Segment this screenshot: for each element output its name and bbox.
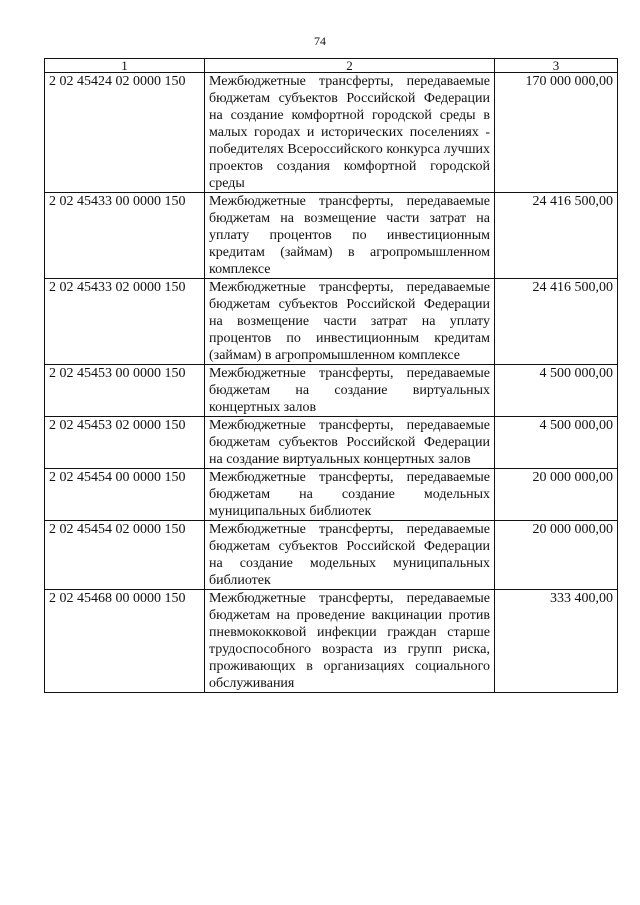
row-amount: 24 416 500,00 bbox=[495, 193, 618, 279]
row-amount: 20 000 000,00 bbox=[495, 521, 618, 590]
column-header-amount: 3 bbox=[495, 59, 618, 73]
row-code: 2 02 45454 02 0000 150 bbox=[45, 521, 205, 590]
row-amount: 20 000 000,00 bbox=[495, 469, 618, 521]
row-code: 2 02 45453 02 0000 150 bbox=[45, 417, 205, 469]
table-row bbox=[45, 590, 618, 693]
row-description: Межбюджетные трансферты, передаваемые бюджетам на создание виртуальных концертных залов bbox=[205, 365, 495, 417]
row-amount: 24 416 500,00 bbox=[495, 279, 618, 365]
row-description: Межбюджетные трансферты, передаваемые бюджетам на создание модельных муниципальных библиотек bbox=[205, 469, 495, 521]
budget-table bbox=[44, 58, 618, 693]
table-row bbox=[45, 365, 618, 417]
table-row bbox=[45, 521, 618, 590]
table-row bbox=[45, 193, 618, 279]
table-row bbox=[45, 73, 618, 193]
row-description: Межбюджетные трансферты, передаваемые бюджетам на возмещение части затрат на уплату процентов по инвестиционным кредитам (займам) в агропромышленном комплексе bbox=[205, 193, 495, 279]
row-amount: 170 000 000,00 bbox=[495, 73, 618, 193]
table-row bbox=[45, 279, 618, 365]
row-code: 2 02 45433 00 0000 150 bbox=[45, 193, 205, 279]
row-description: Межбюджетные трансферты, передаваемые бюджетам субъектов Российской Федерации на создание модельных муниципальных библиотек bbox=[205, 521, 495, 590]
row-amount: 333 400,00 bbox=[495, 590, 618, 693]
row-description: Межбюджетные трансферты, передаваемые бюджетам субъектов Российской Федерации на создание комфортной городской среды в малых городах и исторических поселениях - победителях Всероссийского конкурса лучших проектов создания комфортной городской среды bbox=[205, 73, 495, 193]
row-code: 2 02 45468 00 0000 150 bbox=[45, 590, 205, 693]
row-code: 2 02 45433 02 0000 150 bbox=[45, 279, 205, 365]
row-description: Межбюджетные трансферты, передаваемые бюджетам субъектов Российской Федерации на возмещение части затрат на уплату процентов по инвестиционным кредитам (займам) в агропромышленном комплексе bbox=[205, 279, 495, 365]
column-header-code: 1 bbox=[45, 59, 205, 73]
row-code: 2 02 45424 02 0000 150 bbox=[45, 73, 205, 193]
row-code: 2 02 45453 00 0000 150 bbox=[45, 365, 205, 417]
row-amount: 4 500 000,00 bbox=[495, 417, 618, 469]
row-code: 2 02 45454 00 0000 150 bbox=[45, 469, 205, 521]
row-description: Межбюджетные трансферты, передаваемые бюджетам на проведение вакцинации против пневмококковой инфекции граждан старше трудоспособного возраста из групп риска, проживающих в организациях социального обслуживания bbox=[205, 590, 495, 693]
page-number: 74 bbox=[314, 34, 326, 48]
row-description: Межбюджетные трансферты, передаваемые бюджетам субъектов Российской Федерации на создание виртуальных концертных залов bbox=[205, 417, 495, 469]
table-row bbox=[45, 469, 618, 521]
column-header-description: 2 bbox=[205, 59, 495, 73]
row-amount: 4 500 000,00 bbox=[495, 365, 618, 417]
table-row bbox=[45, 417, 618, 469]
table-header-row bbox=[45, 59, 618, 73]
